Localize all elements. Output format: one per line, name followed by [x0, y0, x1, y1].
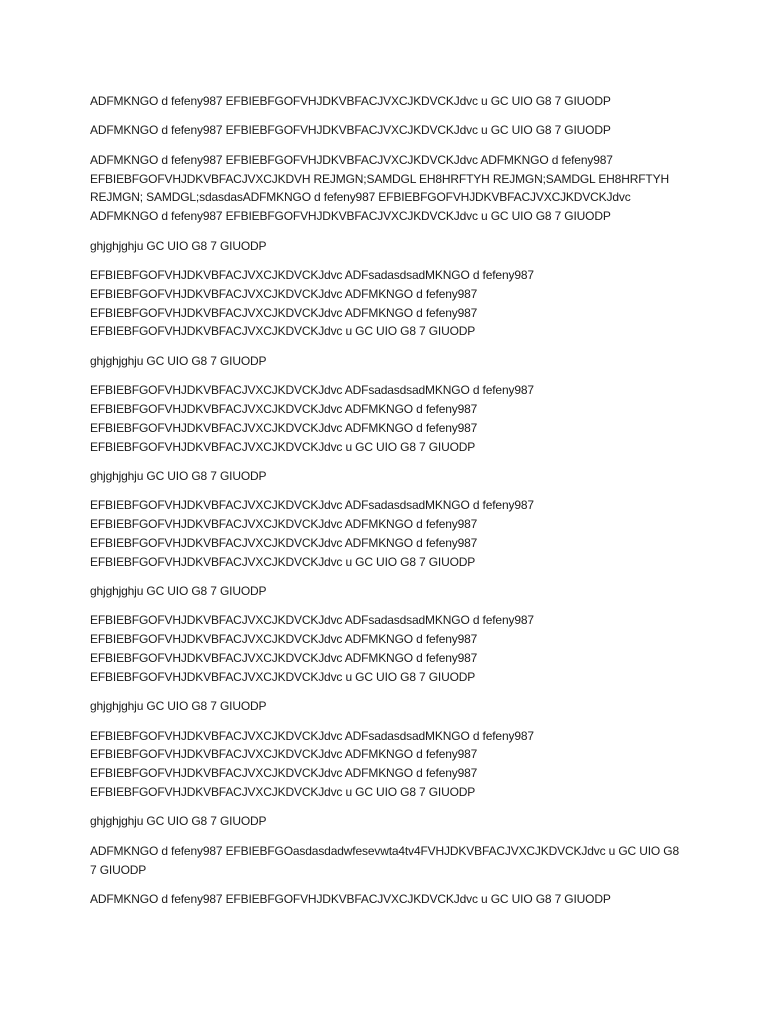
text-line: ghjghjghju GC UIO G8 7 GIUODP — [90, 814, 267, 829]
text-line: EFBIEBFGOFVHJDKVBFACJVXCJKDVCKJdvc ADFMKNGO d fefeny987 — [90, 766, 478, 781]
text-line: EFBIEBFGOFVHJDKVBFACJVXCJKDVCKJdvc ADFMKNGO d fefeny987 — [90, 517, 478, 532]
text-line: EFBIEBFGOFVHJDKVBFACJVXCJKDVCKJdvc ADFMKNGO d fefeny987 — [90, 286, 478, 301]
text-line: REJMGN; SAMDGL;sdasdasADFMKNGO d fefeny987 EFBIEBFGOFVHJDKVBFACJVXCJKDVCKJdvc — [90, 190, 631, 205]
text-line: ghjghjghju GC UIO G8 7 GIUODP — [90, 238, 267, 253]
paragraph — [90, 496, 690, 571]
text-line: EFBIEBFGOFVHJDKVBFACJVXCJKDVCKJdvc ADFsadasdsadMKNGO d fefeny987 — [90, 498, 534, 513]
text-line: ghjghjghju GC UIO G8 7 GIUODP — [90, 584, 267, 599]
text-line: EFBIEBFGOFVHJDKVBFACJVXCJKDVCKJdvc ADFMKNGO d fefeny987 — [90, 535, 478, 550]
paragraph — [90, 92, 690, 111]
text-line: EFBIEBFGOFVHJDKVBFACJVXCJKDVCKJdvc ADFsadasdsadMKNGO d fefeny987 — [90, 728, 534, 743]
paragraph — [90, 121, 690, 140]
document-page — [90, 92, 690, 919]
paragraph — [90, 381, 690, 456]
paragraph — [90, 582, 690, 601]
text-line: ADFMKNGO d fefeny987 EFBIEBFGOFVHJDKVBFACJVXCJKDVCKJdvc u GC UIO G8 7 GIUODP — [90, 209, 611, 224]
text-line: EFBIEBFGOFVHJDKVBFACJVXCJKDVCKJdvc ADFsadasdsadMKNGO d fefeny987 — [90, 613, 534, 628]
text-line: ghjghjghju GC UIO G8 7 GIUODP — [90, 699, 267, 714]
text-line: EFBIEBFGOFVHJDKVBFACJVXCJKDVCKJdvc ADFMKNGO d fefeny987 — [90, 747, 478, 762]
text-line: EFBIEBFGOFVHJDKVBFACJVXCJKDVCKJdvc ADFMKNGO d fefeny987 — [90, 305, 478, 320]
text-line: ghjghjghju GC UIO G8 7 GIUODP — [90, 468, 267, 483]
text-line: EFBIEBFGOFVHJDKVBFACJVXCJKDVCKJdvc u GC UIO G8 7 GIUODP — [90, 785, 476, 800]
paragraph — [90, 812, 690, 831]
paragraph — [90, 237, 690, 256]
text-line: 7 GIUODP — [90, 862, 147, 877]
text-line: ADFMKNGO d fefeny987 EFBIEBFGOFVHJDKVBFACJVXCJKDVCKJdvc u GC UIO G8 7 GIUODP — [90, 123, 611, 138]
text-line: ADFMKNGO d fefeny987 EFBIEBFGOFVHJDKVBFACJVXCJKDVCKJdvc u GC UIO G8 7 GIUODP — [90, 892, 611, 906]
text-line: ADFMKNGO d fefeny987 EFBIEBFGOasdasdadwfesevwta4tv4FVHJDKVBFACJVXCJKDVCKJdvc u GC UIO G8 — [90, 843, 680, 858]
paragraph — [90, 727, 690, 802]
text-line: ADFMKNGO d fefeny987 EFBIEBFGOFVHJDKVBFACJVXCJKDVCKJdvc u GC UIO G8 7 GIUODP — [90, 94, 611, 108]
paragraph — [90, 352, 690, 371]
text-line: EFBIEBFGOFVHJDKVBFACJVXCJKDVCKJdvc ADFMKNGO d fefeny987 — [90, 632, 478, 647]
text-line: EFBIEBFGOFVHJDKVBFACJVXCJKDVCKJdvc ADFMKNGO d fefeny987 — [90, 401, 478, 416]
text-line: EFBIEBFGOFVHJDKVBFACJVXCJKDVCKJdvc ADFsadasdsadMKNGO d fefeny987 — [90, 383, 534, 398]
text-line: EFBIEBFGOFVHJDKVBFACJVXCJKDVCKJdvc u GC UIO G8 7 GIUODP — [90, 324, 476, 339]
text-line: EFBIEBFGOFVHJDKVBFACJVXCJKDVCKJdvc ADFsadasdsadMKNGO d fefeny987 — [90, 267, 534, 282]
text-line: EFBIEBFGOFVHJDKVBFACJVXCJKDVCKJdvc ADFMKNGO d fefeny987 — [90, 420, 478, 435]
paragraph — [90, 842, 690, 880]
text-line: EFBIEBFGOFVHJDKVBFACJVXCJKDVCKJdvc u GC UIO G8 7 GIUODP — [90, 669, 476, 684]
paragraph — [90, 467, 690, 486]
text-line: ADFMKNGO d fefeny987 EFBIEBFGOFVHJDKVBFACJVXCJKDVCKJdvc ADFMKNGO d fefeny987 — [90, 152, 613, 167]
text-line: EFBIEBFGOFVHJDKVBFACJVXCJKDVH REJMGN;SAMDGL EH8HRFTYH REJMGN;SAMDGL EH8HRFTYH — [90, 171, 669, 186]
paragraph — [90, 697, 690, 716]
paragraph — [90, 266, 690, 341]
text-line: EFBIEBFGOFVHJDKVBFACJVXCJKDVCKJdvc ADFMKNGO d fefeny987 — [90, 651, 478, 666]
paragraph — [90, 890, 690, 909]
text-line: EFBIEBFGOFVHJDKVBFACJVXCJKDVCKJdvc u GC UIO G8 7 GIUODP — [90, 439, 476, 454]
text-line: EFBIEBFGOFVHJDKVBFACJVXCJKDVCKJdvc u GC UIO G8 7 GIUODP — [90, 554, 476, 569]
paragraph — [90, 611, 690, 686]
paragraph — [90, 151, 690, 226]
text-line: ghjghjghju GC UIO G8 7 GIUODP — [90, 353, 267, 368]
